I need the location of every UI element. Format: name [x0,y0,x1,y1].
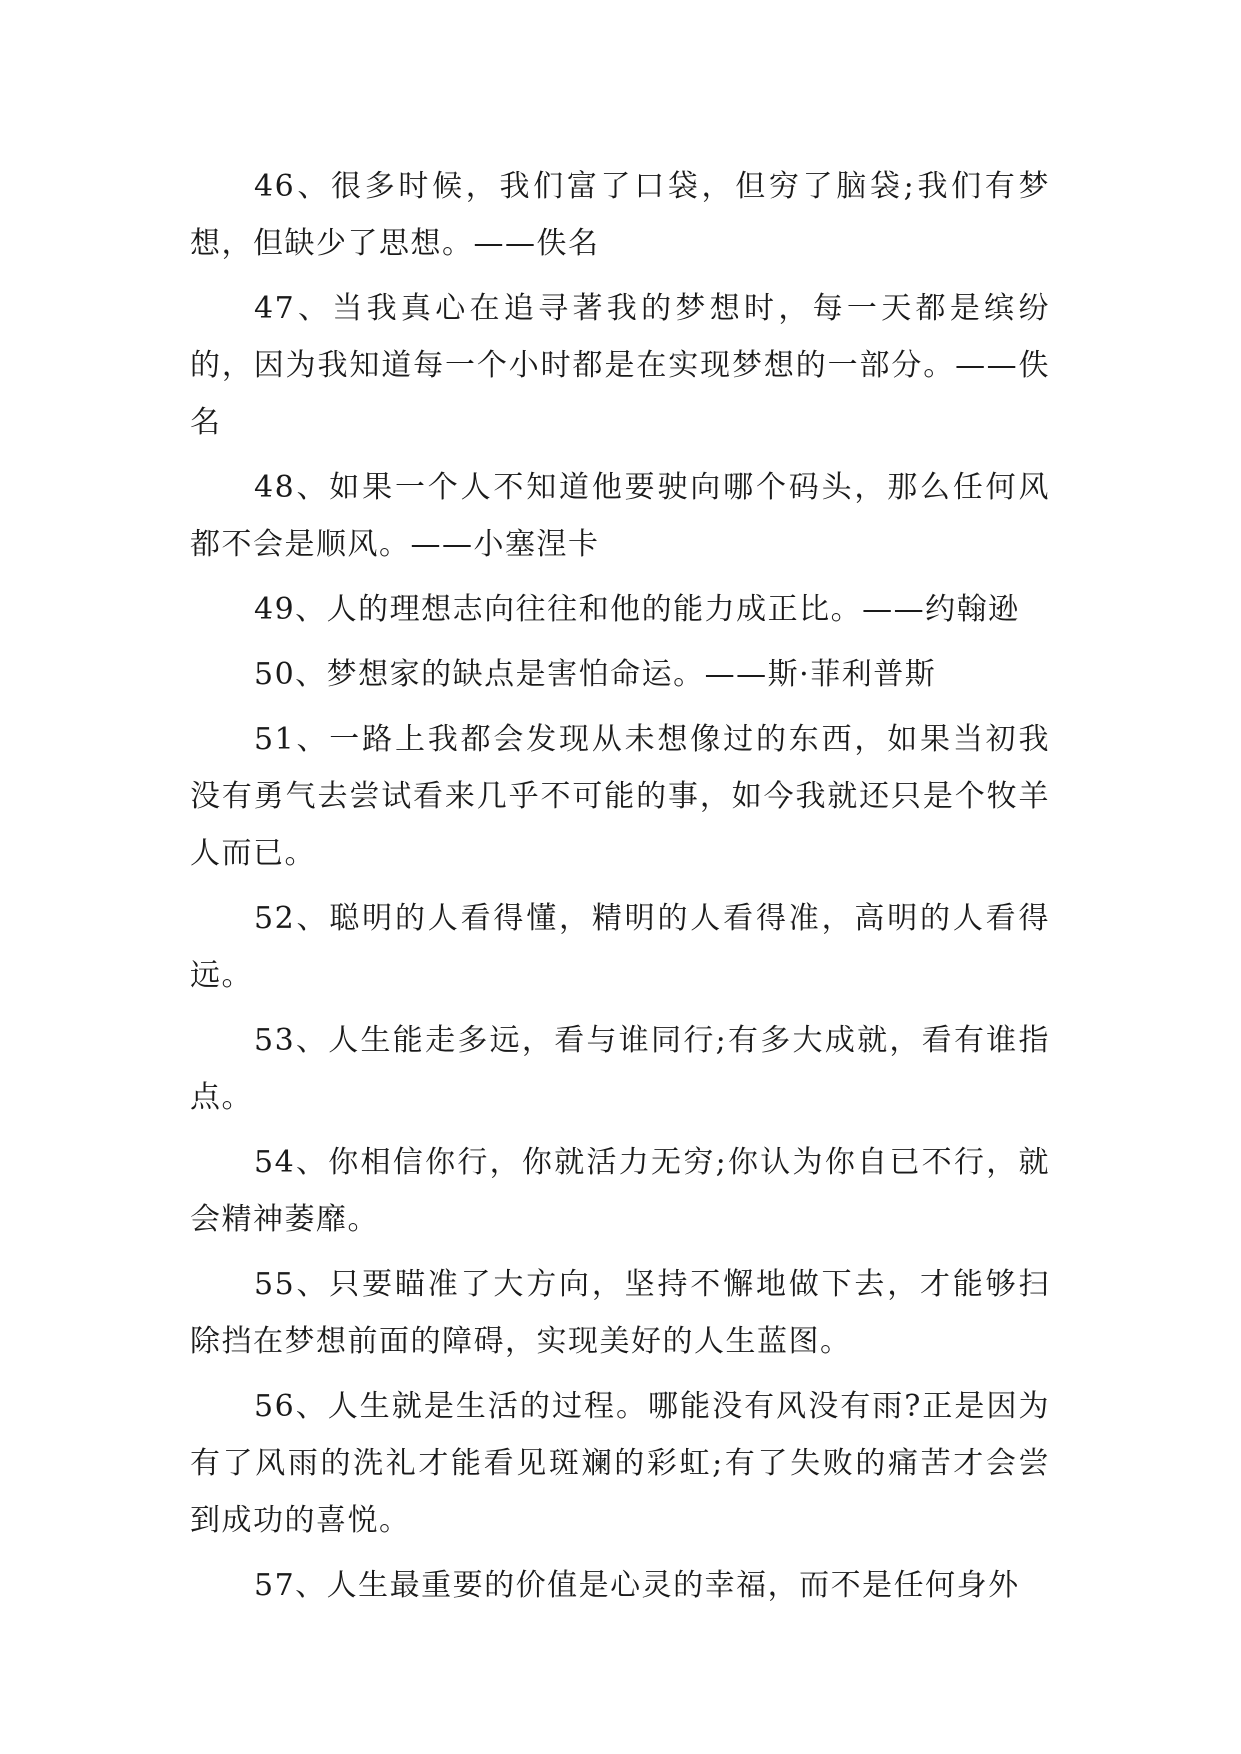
quote-paragraph-56: 56、人生就是生活的过程。哪能没有风没有雨?正是因为有了风雨的洗礼才能看见斑斓的彩虹;有了失败的痛苦才会尝到成功的喜悦。 [190,1389,1050,1538]
quote-paragraph-47: 47、当我真心在追寻著我的梦想时，每一天都是缤纷的，因为我知道每一个小时都是在实现梦想的一部分。——佚名 [190,291,1050,440]
quote-paragraph-54: 54、你相信你行，你就活力无穷;你认为你自已不行，就会精神萎靡。 [190,1145,1050,1237]
quote-paragraph-57: 57、人生最重要的价值是心灵的幸福，而不是任何身外 [254,1568,1020,1603]
quote-paragraph-46: 46、很多时候，我们富了口袋，但穷了脑袋;我们有梦想，但缺少了思想。——佚名 [190,169,1050,261]
quote-paragraph-51: 51、一路上我都会发现从未想像过的东西，如果当初我没有勇气去尝试看来几乎不可能的事，如今我就还只是个牧羊人而已。 [190,722,1050,871]
document-body [190,158,1050,1622]
quote-paragraph-55: 55、只要瞄准了大方向，坚持不懈地做下去，才能够扫除挡在梦想前面的障碍，实现美好的人生蓝图。 [190,1267,1050,1359]
quote-paragraph-53: 53、人生能走多远，看与谁同行;有多大成就，看有谁指点。 [190,1023,1050,1115]
quote-paragraph-50: 50、梦想家的缺点是害怕命运。——斯·菲利普斯 [254,657,937,692]
quote-paragraph-48: 48、如果一个人不知道他要驶向哪个码头，那么任何风都不会是顺风。——小塞涅卡 [190,470,1050,562]
quote-paragraph-52: 52、聪明的人看得懂，精明的人看得准，高明的人看得远。 [190,901,1050,993]
quote-paragraph-49: 49、人的理想志向往往和他的能力成正比。——约翰逊 [254,592,1020,627]
